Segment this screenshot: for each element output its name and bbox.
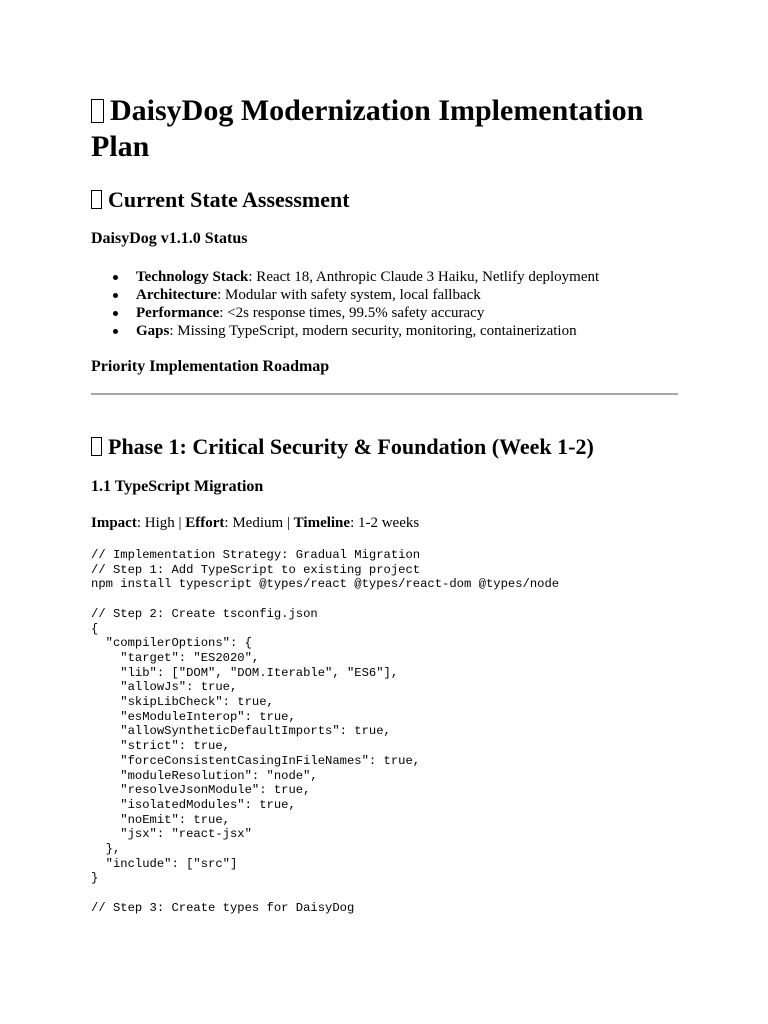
bullet-dot (113, 329, 118, 334)
bullet-text: : React 18, Anthropic Claude 3 Haiku, Netlify deployment (248, 269, 600, 285)
impact-value: : High | (136, 515, 186, 531)
timeline-label: Timeline (293, 515, 351, 531)
current-state-heading (91, 186, 350, 214)
phase1-heading (91, 433, 594, 461)
document-title-text: DaisyDog Modernization Implementation Plan (91, 94, 644, 163)
effort-value: : Medium | (224, 515, 294, 531)
document-title (91, 93, 681, 165)
status-heading: DaisyDog v1.1.0 Status (91, 230, 248, 247)
bullet-dot (113, 275, 118, 280)
task-meta-line (91, 514, 419, 532)
bullet-label: Technology Stack (136, 269, 249, 285)
dog-emoji-icon (91, 99, 104, 123)
bullet-dot (113, 293, 118, 298)
status-bullet-list (91, 268, 599, 340)
lock-emoji-icon (91, 437, 102, 456)
current-state-heading-text: Current State Assessment (108, 187, 350, 212)
bullet-label: Gaps (136, 323, 170, 339)
phase1-heading-text: Phase 1: Critical Security & Foundation (Week 1-2) (108, 434, 594, 459)
typescript-migration-heading: 1.1 TypeScript Migration (91, 478, 264, 495)
list-item (91, 304, 599, 322)
effort-label: Effort (185, 515, 225, 531)
bullet-text: : <2s response times, 99.5% safety accuracy (219, 305, 485, 321)
bullet-label: Performance (136, 305, 220, 321)
bullet-text: : Modular with safety system, local fallback (217, 287, 481, 303)
timeline-value: : 1-2 weeks (350, 515, 420, 531)
bullet-dot (113, 311, 118, 316)
bullet-text: : Missing TypeScript, modern security, monitoring, containerization (169, 323, 577, 339)
impact-label: Impact (91, 515, 137, 531)
bullet-label: Architecture (136, 287, 218, 303)
list-item (91, 286, 599, 304)
code-block: // Implementation Strategy: Gradual Migration // Step 1: Add TypeScript to existing project npm install typescript @types/react @types/react-dom @types/node // Step 2: Create tsconfig.json { "compilerOptions": { "target": "ES2020", "lib": ["DOM", "DOM.Iterable", "ES6"], "allowJs": true, "skipLibCheck": true, "esModuleInterop": true, "allowSyntheticDefaultImports": true, "strict": true, "forceConsistentCasingInFileNames": true, "moduleResolution": "node", "resolveJsonModule": true, "isolatedModules": true, "noEmit": true, "jsx": "react-jsx" }, "include": ["src"] } // Step 3: Create types for DaisyDog (91, 548, 560, 915)
list-item (91, 322, 599, 340)
clipboard-emoji-icon (91, 190, 102, 209)
list-item (91, 268, 599, 286)
roadmap-heading: Priority Implementation Roadmap (91, 358, 330, 375)
section-divider (91, 393, 678, 395)
